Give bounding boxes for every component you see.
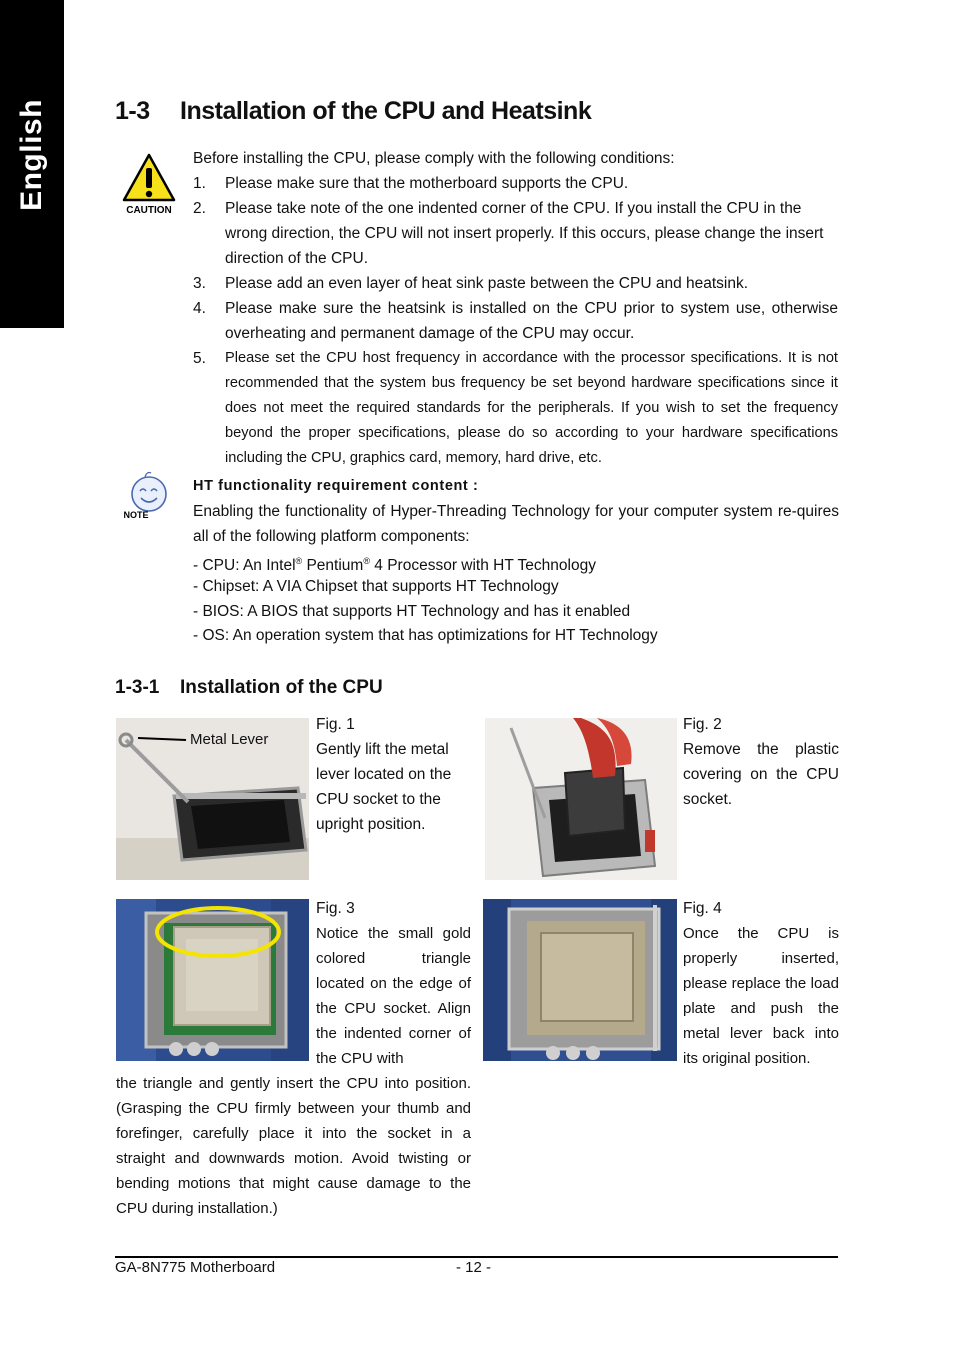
fig2-photo — [485, 718, 677, 880]
fig4-photo — [483, 899, 677, 1061]
note-icon — [118, 470, 176, 522]
fig2-caption: Remove the plastic covering on the CPU socket. — [683, 741, 839, 808]
section-title: Installation of the CPU and Heatsink — [180, 97, 592, 125]
note-os-requirement: - OS: An operation system that has optimizations for HT Technology — [193, 627, 658, 644]
fig1-label: Fig. 1 — [316, 716, 355, 733]
fig1-callout-label: Metal Lever — [190, 731, 269, 748]
caution-item-text: Please make sure that the motherboard supports the CPU. — [225, 175, 629, 192]
caution-item-text: Please set the CPU host frequency in accordance with the processor specifications. It is not recommended that the system bus frequency be set beyond hardware specifications since it does not meet the required standards for the peripherals. If you wish to set the frequency beyond the proper specifications, please do so according to your hardware specifications including the CPU, graphics card, memory, hard drive, etc. — [225, 350, 838, 466]
fig1-caption: Gently lift the metal lever located on the CPU socket to the upright position. — [316, 741, 452, 833]
fig4-label: Fig. 4 — [683, 900, 722, 917]
caution-item-number: 2. — [193, 200, 206, 217]
note-cpu-requirement: - CPU: An Intel® Pentium® 4 Processor with HT Technology — [193, 556, 596, 575]
caution-item-text: Please make sure the heatsink is installed on the CPU prior to system use, otherwise overheating and permanent damage of the CPU may occur. — [225, 300, 838, 342]
language-tab-label: English — [15, 99, 48, 211]
subsection-title: Installation of the CPU — [180, 677, 383, 698]
section-number: 1-3 — [115, 97, 150, 125]
caution-item-number: 5. — [193, 350, 206, 367]
fig4-caption: Once the CPU is properly inserted, please replace the load plate and push the metal lever back into its original position. — [683, 925, 839, 1067]
fig3-caption-side: Notice the small gold colored triangle located on the edge of the CPU socket. Align the indented corner of the CPU with — [316, 925, 471, 1067]
caution-item-text: Please add an even layer of heat sink paste between the CPU and heatsink. — [225, 275, 749, 292]
language-tab — [0, 0, 64, 328]
subsection-number: 1-3-1 — [115, 677, 160, 698]
caution-item-number: 1. — [193, 175, 206, 192]
fig3-caption-below: the triangle and gently insert the CPU into position. (Grasping the CPU firmly between your thumb and forefinger, carefully place it into the socket in a straight and downwards motion. Avoid twisting or bending motions that might cause damage to the CPU during installation.) — [116, 1075, 471, 1217]
note-intro: Enabling the functionality of Hyper-Threading Technology for your computer system re-quires all of the following platform components: — [193, 503, 839, 545]
caution-intro: Before installing the CPU, please comply with the following conditions: — [193, 150, 675, 167]
note-bios-requirement: - BIOS: A BIOS that supports HT Technology and has it enabled — [193, 603, 631, 620]
section-heading — [115, 97, 591, 126]
note-chipset-requirement: - Chipset: A VIA Chipset that supports HT Technology — [193, 578, 559, 595]
fig3-label: Fig. 3 — [316, 900, 355, 917]
caution-item-text: Please take note of the one indented corner of the CPU. If you install the CPU in the wrong direction, the CPU will not insert properly. If this occurs, please change the insert direction of the CPU. — [225, 200, 824, 267]
page-number: - 12 - — [456, 1259, 492, 1276]
caution-item-number: 3. — [193, 275, 206, 292]
subsection-heading — [115, 677, 383, 699]
caution-icon — [120, 152, 178, 218]
fig3-photo — [116, 899, 309, 1061]
fig2-label: Fig. 2 — [683, 716, 722, 733]
note-icon-label: NOTE — [123, 510, 149, 520]
caution-item-number: 4. — [193, 300, 206, 317]
footer-model: GA-8N775 Motherboard — [115, 1259, 276, 1276]
note-heading: HT functionality requirement content : — [193, 478, 479, 494]
caution-icon-label: CAUTION — [126, 205, 172, 216]
